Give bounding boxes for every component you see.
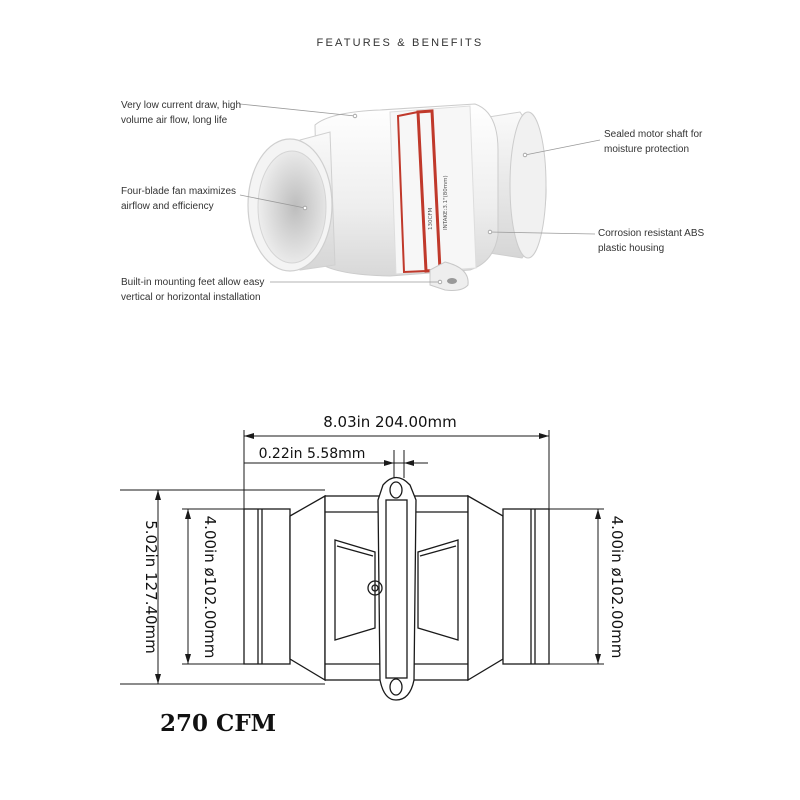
dim-left-port: 4.00in ø102.00mm: [201, 515, 219, 659]
band-cfm-text: 130CFM: [428, 207, 434, 230]
callout-fan-line1: Four-blade fan maximizes: [121, 186, 237, 197]
dim-right-port: 4.00in ø102.00mm: [608, 515, 626, 659]
callout-sealed-line1: Sealed motor shaft for: [604, 129, 703, 140]
callout-housing-line1: Corrosion resistant ABS: [598, 228, 705, 239]
drawing-outline: [244, 478, 549, 701]
callout-fan-line2: airflow and efficiency: [121, 201, 214, 212]
callout-sealed-line2: moisture protection: [604, 144, 690, 155]
callout-mounting-line1: Built-in mounting feet allow easy: [121, 277, 265, 288]
callout-current-draw-line1: Very low current draw, high: [121, 100, 242, 111]
dim-overall-length: 8.03in 204.00mm: [323, 413, 457, 431]
page-title: FEATURES & BENEFITS: [316, 37, 484, 49]
callout-housing-line2: plastic housing: [598, 243, 665, 254]
callout-current-draw-line2: volume air flow, long life: [121, 115, 228, 126]
dim-flange-width: 0.22in 5.58mm: [258, 446, 366, 462]
dim-overall-height: 5.02in 127.40mm: [142, 520, 160, 654]
cfm-rating: 270 CFM: [160, 710, 277, 737]
band-intake-text: INTAKE:3.1"(80mm): [443, 175, 449, 230]
callout-mounting-line2: vertical or horizontal installation: [121, 292, 261, 303]
